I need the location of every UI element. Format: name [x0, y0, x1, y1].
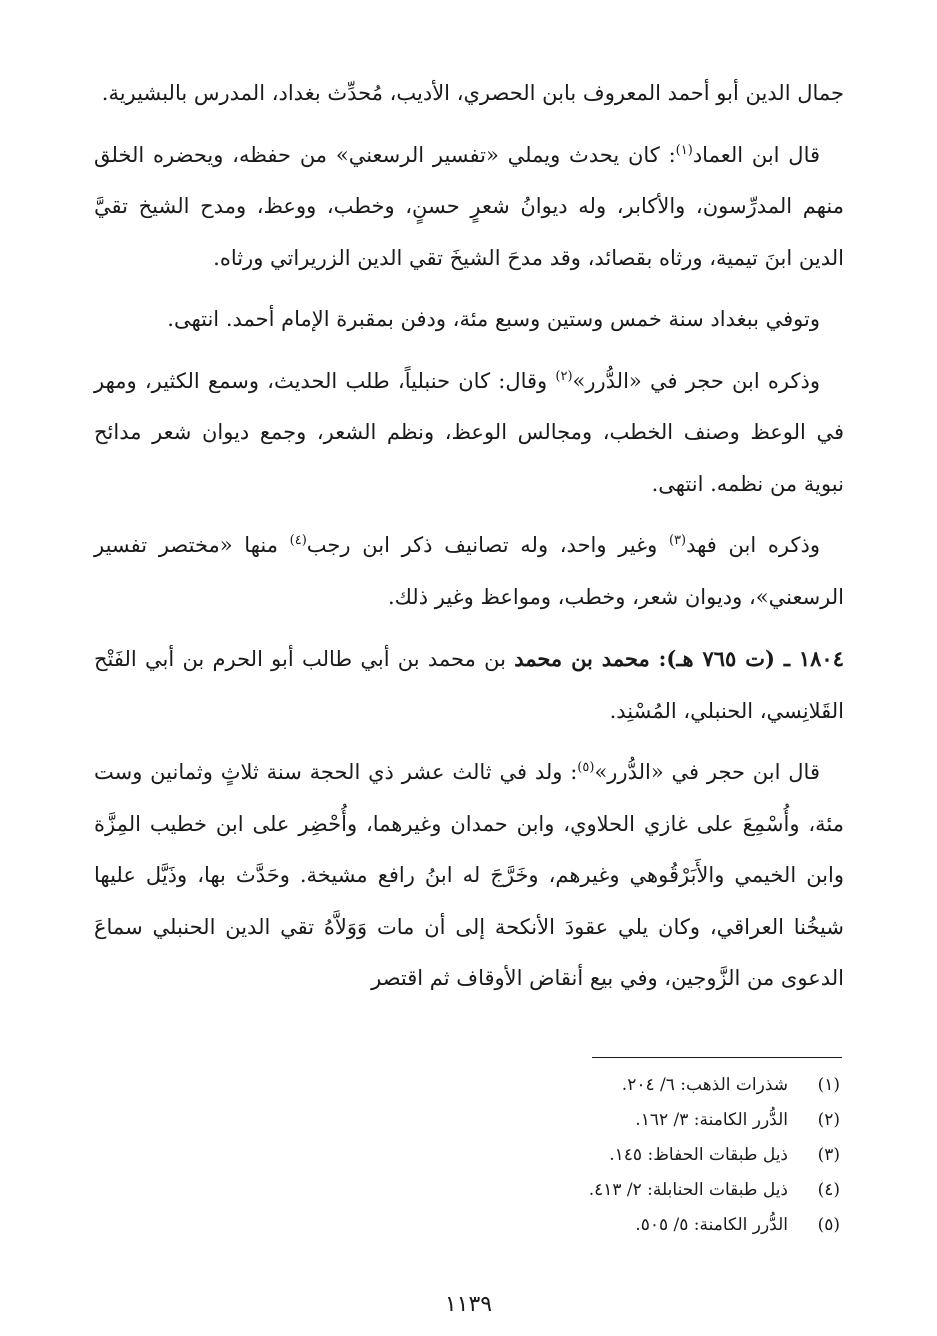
- text-run: بن محمد بن أبي طالب أبو الحرم بن أبي الفَتْح القَلانِسي، الحنبلي، المُسْنِد.: [94, 647, 844, 723]
- entry-heading: ١٨٠٤ ـ (ت ٧٦٥ هـ):: [649, 646, 844, 671]
- footnote-number: (٢): [817, 1110, 840, 1130]
- paragraph: [94, 356, 844, 511]
- paragraph: [94, 294, 844, 346]
- footnotes: [300, 1068, 840, 1243]
- text-run: وذكره ابن حجر في «الدُّرر»: [572, 368, 820, 393]
- footnote-number: (١): [817, 1075, 840, 1095]
- text-run: قال ابن حجر في «الدُّرر»: [594, 760, 820, 784]
- text-run: : كان يحدث ويملي «تفسير الرسعني» من حفظه، ويحضره الخلق منهم المدرِّسون، والأكابر، وله ديوانُ شعرٍ حسنٍ، وخطب، ووعظ، ومدح الشيخ تقيَّ الدين ابنَ تيمية، ورثاه بقصائد، وقد مدحَ الشيخَ تقي الدين الزريراتي ورثاه.: [94, 142, 844, 270]
- footnote-number: (٥): [817, 1215, 840, 1235]
- body-text: [94, 68, 844, 1015]
- footnote: [300, 1208, 840, 1243]
- footnote-ref: (٢): [555, 368, 573, 384]
- footnote-text: ذيل طبقات الحنابلة: ٢/ ٤١٣.: [588, 1180, 788, 1200]
- text-run: جمال الدين أبو أحمد المعروف بابن الحصري، الأديب، مُحدِّث بغداد، المدرس بالبشيرية.: [101, 81, 844, 105]
- footnote-number: (٣): [817, 1145, 840, 1165]
- text-run: وغير واحد، وله تصانيف ذكر ابن رجب: [306, 533, 669, 557]
- footnote: [300, 1068, 840, 1103]
- footnote-number: (٤): [817, 1180, 840, 1200]
- paragraph: [94, 68, 844, 120]
- entry-heading: محمد بن محمد: [514, 646, 650, 671]
- page-number: ١١٣٩: [444, 1292, 493, 1317]
- footnote-divider: [592, 1057, 842, 1058]
- paragraph: [94, 747, 844, 1005]
- footnote-ref: (٤): [289, 533, 307, 548]
- footnote-text: الدُّرر الكامنة: ٥/ ٥٠٥.: [635, 1215, 788, 1235]
- footnote: [300, 1103, 840, 1138]
- footnote: [300, 1138, 840, 1173]
- paragraph: [94, 130, 844, 285]
- paragraph: [94, 633, 844, 737]
- text-run: منها «مختصر تفسير الرسعني»، وديوان شعر، وخطب، ومواعظ وغير ذلك.: [94, 533, 844, 609]
- text-run: وتوفي ببغداد سنة خمس وستين وسبع مئة، ودفن بمقبرة الإمام أحمد. انتهى.: [167, 307, 820, 331]
- text-run: وقال: كان حنبلياً، طلب الحديث، وسمع الكثير، ومهر في الوعظ وصنف الخطب، ومجالس الوعظ، ونظم الشعر، وجمع ديوان شعر مدائح نبوية من نظمه. انتهى.: [94, 368, 844, 496]
- footnote-text: شذرات الذهب: ٦/ ٢٠٤.: [621, 1075, 788, 1095]
- footnote-ref: (١): [675, 142, 693, 158]
- text-run: وذكره ابن فهد: [686, 533, 820, 557]
- footnote-text: الدُّرر الكامنة: ٣/ ١٦٢.: [635, 1110, 788, 1130]
- footnote-text: ذيل طبقات الحفاظ: ١٤٥.: [609, 1145, 788, 1165]
- paragraph: [94, 520, 844, 623]
- text-run: قال ابن العماد: [692, 142, 821, 167]
- footnote-ref: (٥): [577, 760, 595, 775]
- footnote-ref: (٣): [668, 533, 687, 548]
- text-run: : ولد في ثالث عشر ذي الحجة سنة ثلاثٍ وثمانين وست مئة، وأُسْمِعَ على غازي الحلاوي، وابن حمدان وغيرهما، وأُحْضِر على ابن خطيب المِزَّة وابن الخيمي والأَبَرْقُوهي وغيرهم، وخَرَّجَ له ابنُ رافع مشيخة. وحَدَّث بها، وذَيَّل عليها شيخُنا العراقي، وكان يلي عقودَ الأنكحة إلى أن مات وَوَلاَّهُ تقي الدين الحنبلي سماعَ الدعوى من الزَّوجين، وفي بيع أنقاض الأوقاف ثم اقتصر: [94, 760, 844, 990]
- footnote: [300, 1173, 840, 1208]
